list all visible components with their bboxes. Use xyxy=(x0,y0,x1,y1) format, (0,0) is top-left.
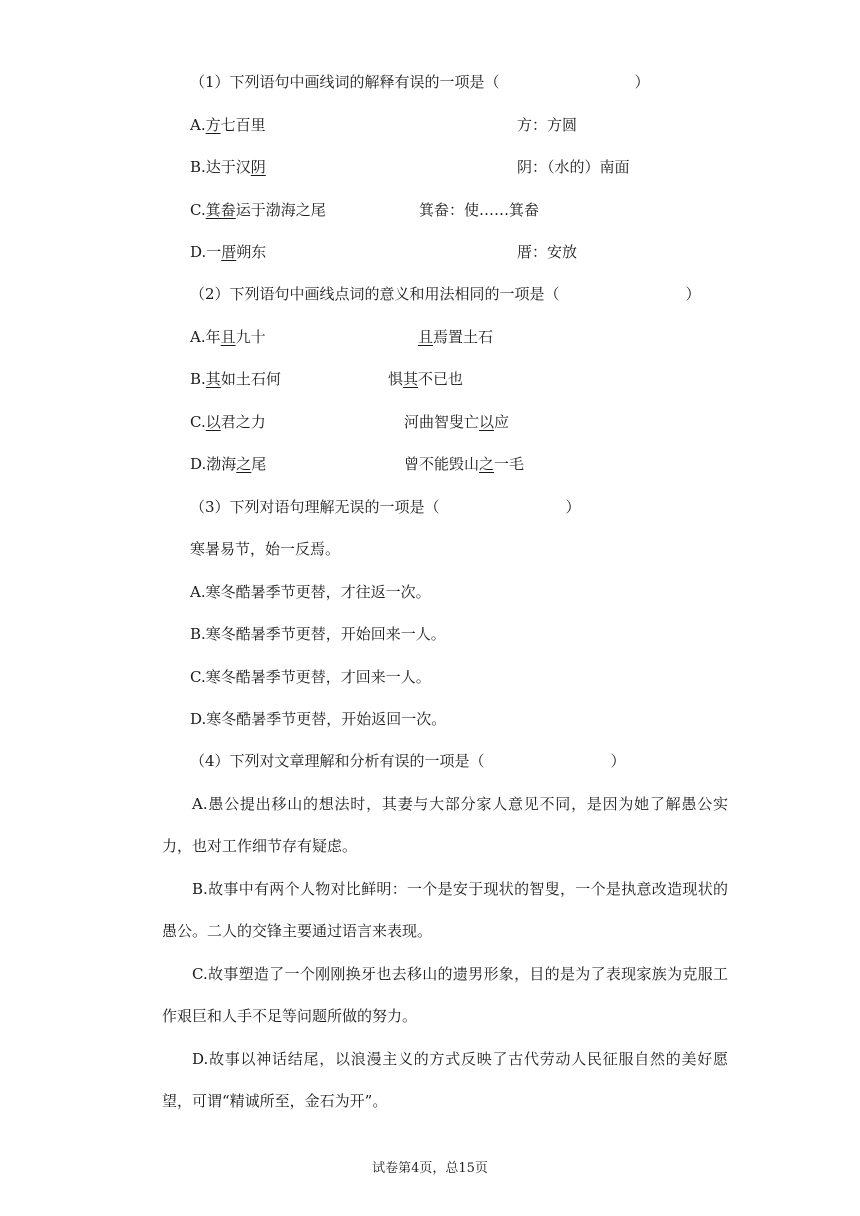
q1-stem-close: ） xyxy=(634,73,650,91)
compare-text: 不已也 xyxy=(418,370,464,388)
compare-prefix: 惧 xyxy=(388,370,404,388)
q3-option-a: A.寒冬酷暑季节更替，才往返一次。 xyxy=(190,583,431,601)
q2-option-c-compare xyxy=(404,412,509,432)
option-text: 运于渤海之尾 xyxy=(235,201,326,219)
option-text: 尾 xyxy=(251,455,267,473)
page-footer xyxy=(0,1161,860,1177)
q1-option-c-gloss: 箕畚：使……箕畚 xyxy=(419,201,540,219)
underlined-word: 以 xyxy=(205,413,221,431)
compare-text: 一毛 xyxy=(494,455,525,473)
compare-prefix: 河曲智叟亡 xyxy=(404,413,480,431)
q1-option-d-gloss: 厝：安放 xyxy=(517,243,578,261)
q2-stem-text: （2）下列语句中画线点词的意义和用法相同的一项是（ xyxy=(190,285,560,303)
option-prefix: B.达于汉 xyxy=(190,158,251,176)
option-text: 君之力 xyxy=(220,413,266,431)
q2-option-d xyxy=(190,454,266,474)
q3-option-b: B.寒冬酷暑季节更替，开始回来一人。 xyxy=(190,625,446,643)
q1-stem xyxy=(190,72,650,92)
footer-suffix: 页 xyxy=(474,1161,488,1176)
q4-stem xyxy=(190,751,626,771)
compare-text: 焉置土石 xyxy=(433,328,494,346)
option-prefix: C. xyxy=(190,413,206,431)
underlined-word: 且 xyxy=(220,328,236,346)
underlined-word: 其 xyxy=(403,370,419,388)
q1-option-c xyxy=(190,200,326,220)
q3-option-c: C.寒冬酷暑季节更替，才回来一人。 xyxy=(190,668,431,686)
q4-stem-text: （4）下列对文章理解和分析有误的一项是（ xyxy=(190,752,485,770)
q1-option-a xyxy=(190,115,266,135)
underlined-word: 其 xyxy=(205,370,221,388)
underlined-word: 方 xyxy=(205,116,221,134)
option-prefix: C. xyxy=(190,201,206,219)
q4-option-d: D.故事以神话结尾，以浪漫主义的方式反映了古代劳动人民征服自然的美好愿望，可谓“精诚所至，金石为开”。 xyxy=(162,1050,728,1110)
q4-option-b: B.故事中有两个人物对比鲜明：一个是安于现状的智叟，一个是执意改造现状的愚公。二人的交锋主要通过语言来表现。 xyxy=(162,880,728,940)
q2-option-a xyxy=(190,327,266,347)
q1-option-b xyxy=(190,157,266,177)
q3-stem-text: （3）下列对语句理解无误的一项是（ xyxy=(190,498,440,516)
q1-option-d xyxy=(190,242,266,262)
q2-option-b-compare xyxy=(388,369,463,389)
option-text: 朔东 xyxy=(236,243,267,261)
footer-prefix: 试卷第 xyxy=(372,1161,412,1176)
q3-sentence: 寒暑易节，始一反焉。 xyxy=(190,540,341,558)
compare-prefix: 曾不能毁山 xyxy=(404,455,480,473)
q4-stem-close: ） xyxy=(610,752,626,770)
option-prefix: D.一 xyxy=(190,243,222,261)
q4-option-a: A.愚公提出移山的想法时，其妻与大部分家人意见不同，是因为她了解愚公实力，也对工作细节存有疑虑。 xyxy=(162,795,728,855)
underlined-word: 以 xyxy=(479,413,495,431)
option-prefix: A.年 xyxy=(190,328,221,346)
option-prefix: D.渤海 xyxy=(190,455,237,473)
underlined-word: 之 xyxy=(236,455,252,473)
q2-option-a-compare xyxy=(418,327,493,347)
underlined-word: 阴 xyxy=(250,158,266,176)
compare-text: 应 xyxy=(494,413,510,431)
option-text: 九十 xyxy=(235,328,266,346)
q1-option-b-gloss: 阴：（水的）南面 xyxy=(517,158,630,176)
option-prefix: A. xyxy=(190,116,206,134)
underlined-word: 之 xyxy=(479,455,495,473)
option-text: 如土石何 xyxy=(220,370,281,388)
q3-stem xyxy=(190,497,581,517)
underlined-word: 厝 xyxy=(221,243,237,261)
underlined-word: 且 xyxy=(418,328,434,346)
underlined-word: 箕畚 xyxy=(205,201,236,219)
option-text: 七百里 xyxy=(220,116,266,134)
q2-option-d-compare xyxy=(404,454,524,474)
q1-option-a-gloss: 方：方圆 xyxy=(517,116,578,134)
q2-stem xyxy=(190,284,701,304)
q1-stem-text: （1）下列语句中画线词的解释有误的一项是（ xyxy=(190,73,500,91)
footer-mid: 页，总 xyxy=(419,1161,459,1176)
q2-option-c xyxy=(190,412,266,432)
q3-stem-close: ） xyxy=(565,498,581,516)
q3-option-d: D.寒冬酷暑季节更替，开始返回一次。 xyxy=(190,710,447,728)
total-pages: 15 xyxy=(458,1161,475,1176)
page-number: 4 xyxy=(411,1161,420,1176)
q2-stem-close: ） xyxy=(685,285,701,303)
option-prefix: B. xyxy=(190,370,206,388)
q4-option-c: C.故事塑造了一个刚刚换牙也去移山的遗男形象，目的是为了表现家族为克服工作艰巨和人手不足等问题所做的努力。 xyxy=(162,965,728,1025)
q2-option-b xyxy=(190,369,281,389)
